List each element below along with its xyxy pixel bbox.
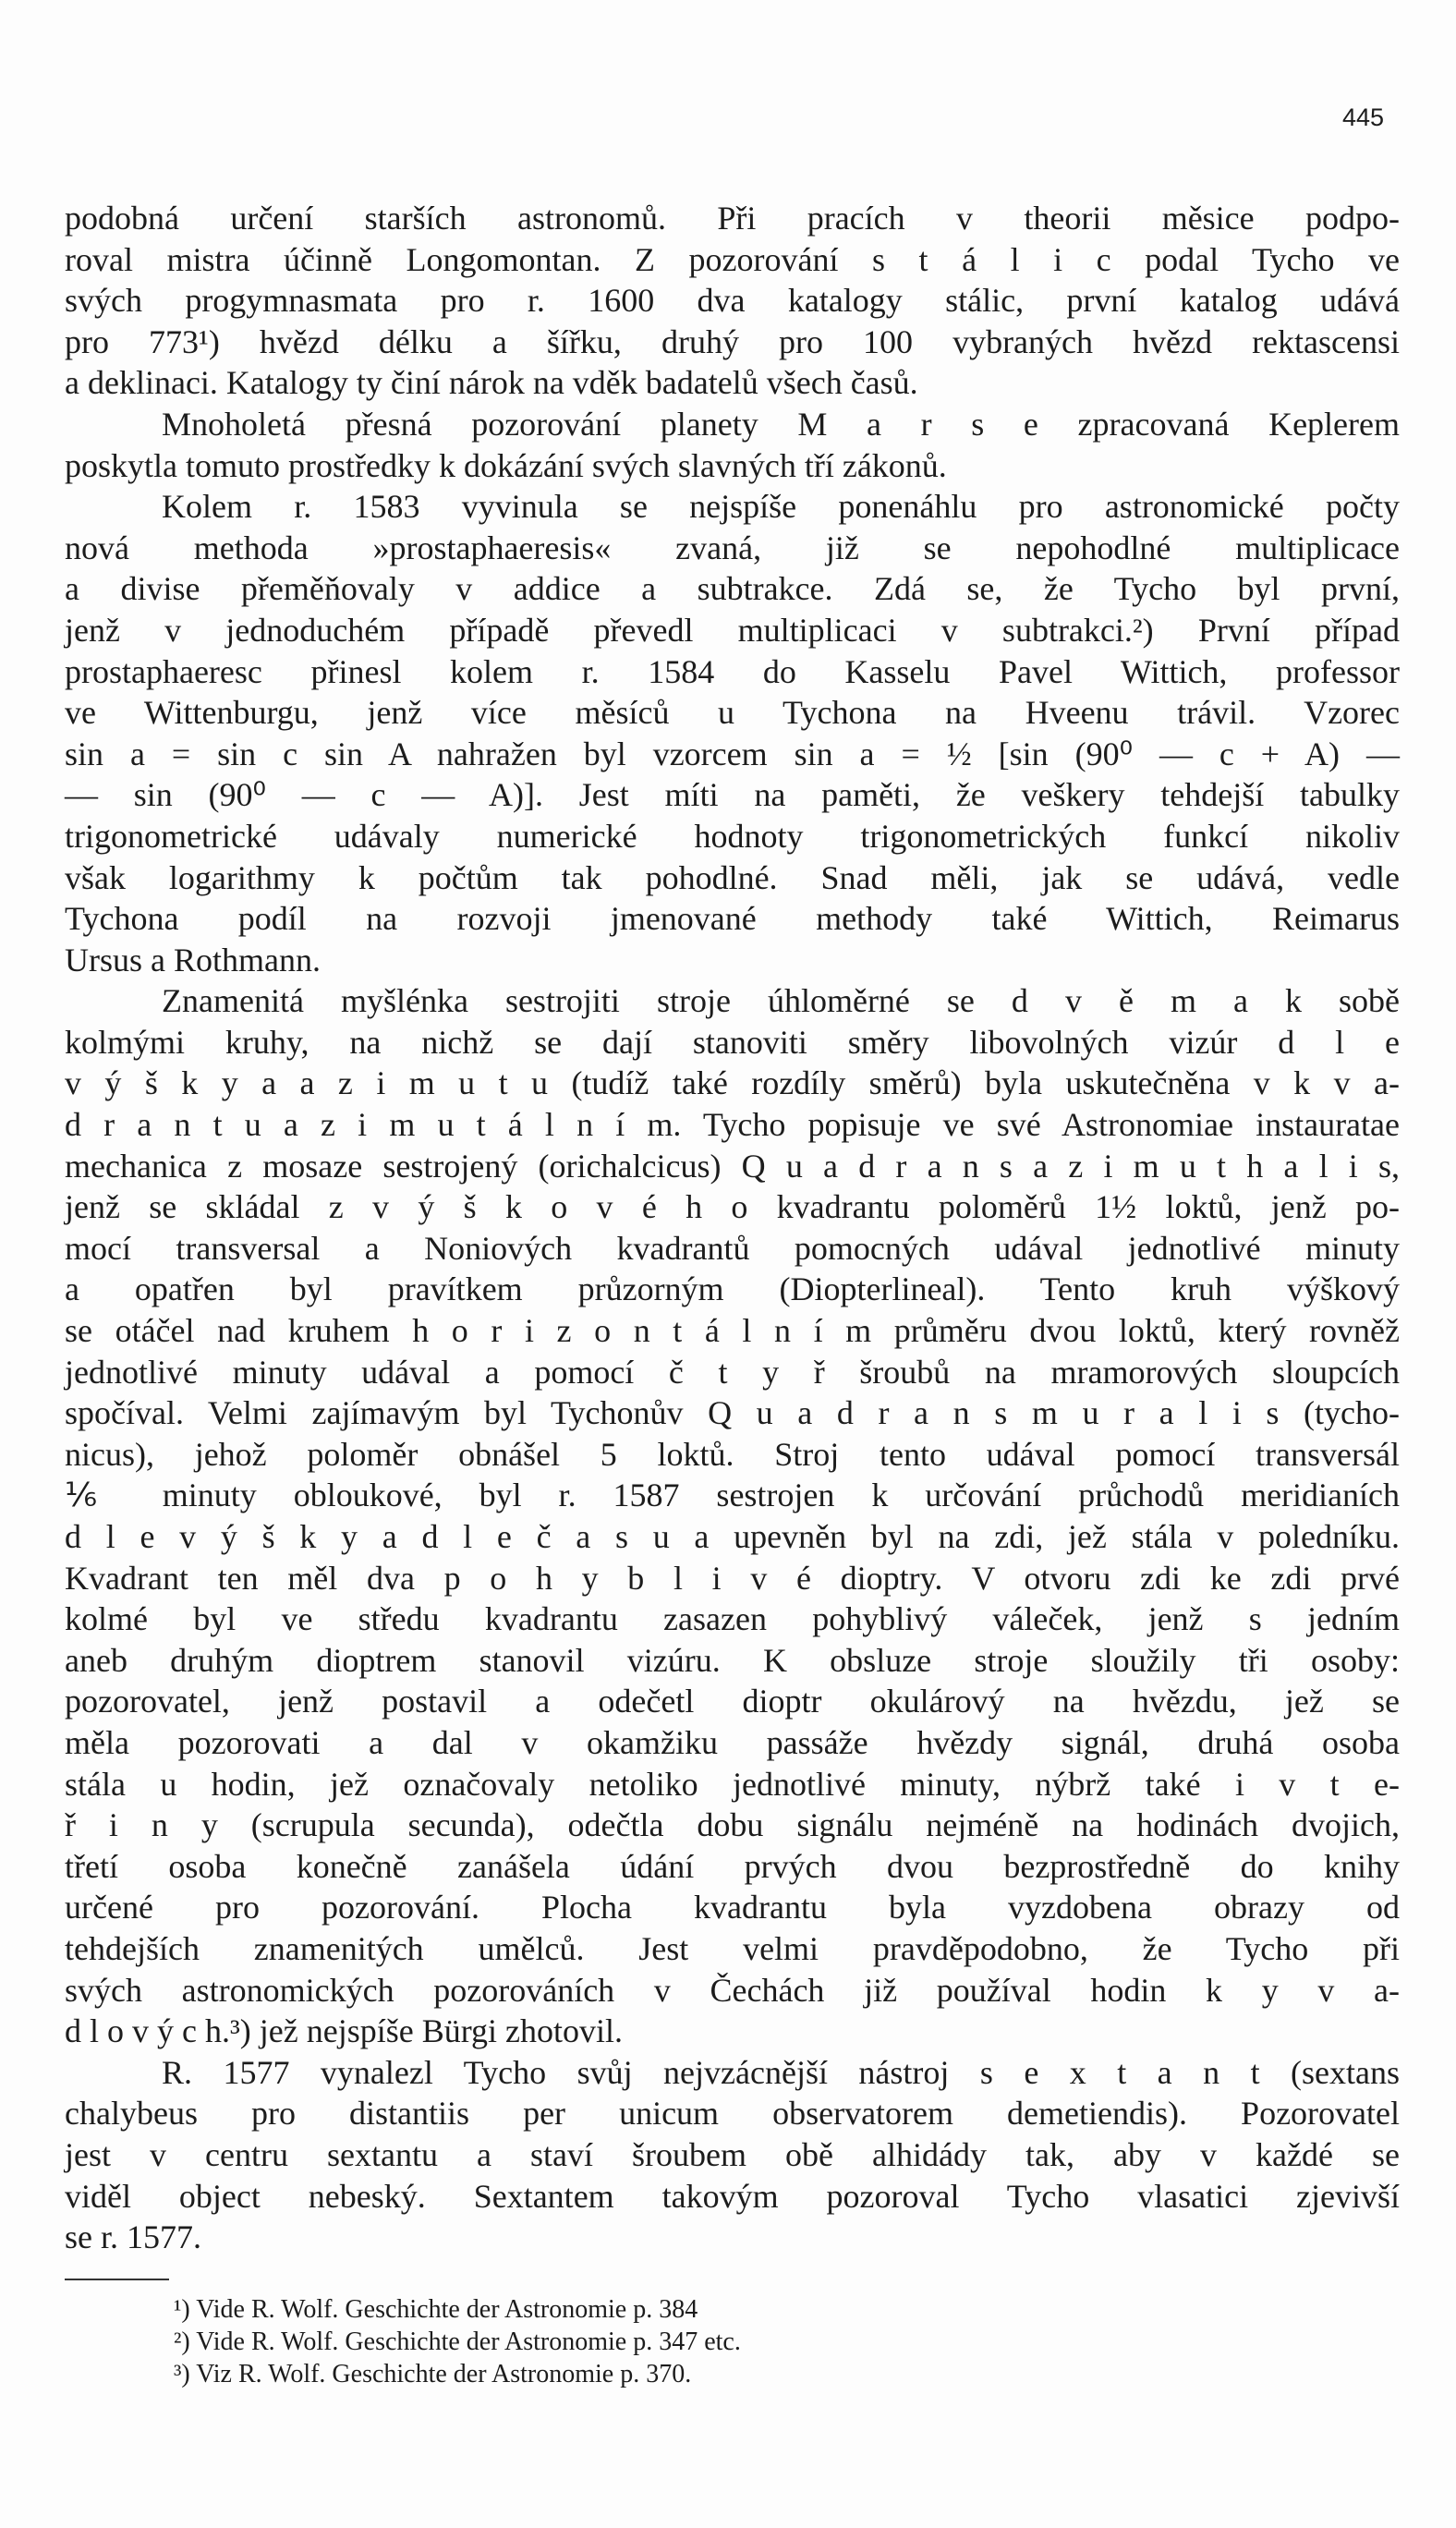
text-line: třetí osoba konečně zanášela údání prvých dvou bezprostředně do knihy: [65, 1847, 1400, 1885]
text-line: ř i n y (scrupula secunda), odečtla dobu signálu nejméně na hodinách dvojich,: [65, 1806, 1400, 1844]
text-line: jenž v jednoduchém případě převedl multiplicaci v subtrakci.²) První případ: [65, 611, 1400, 649]
text-line: však logarithmy k počtům tak pohodlné. Snad měli, jak se udává, vedle: [65, 858, 1400, 896]
text-line: poskytla tomuto prostředky k dokázání svých slavných tří zákonů.: [65, 446, 947, 484]
text-line: svých astronomických pozorováních v Čechách již používal hodin k y v a-: [65, 1971, 1400, 2009]
paragraph: [65, 980, 1400, 2051]
text-line: Kolem r. 1583 vyvinula se nejspíše ponenáhlu pro astronomické počty: [162, 488, 1400, 526]
text-line: a opatřen byl pravítkem průzorným (Diopterlineal). Tento kruh výškový: [65, 1270, 1400, 1308]
footnotes: [174, 2293, 741, 2390]
footnote: ²) Vide R. Wolf. Geschichte der Astronomie p. 347 etc.: [174, 2327, 741, 2356]
text-line: a divise přeměňovaly v addice a subtrakce. Zdá se, že Tycho byl první,: [65, 570, 1400, 608]
paragraph: [65, 404, 1400, 486]
text-line: nová methoda »prostaphaeresis« zvaná, již se nepohodlné multiplicace: [65, 529, 1400, 566]
text-line: a deklinaci. Katalogy ty činí nárok na vděk badatelů všech časů.: [65, 364, 918, 402]
text-line: jednotlivé minuty udával a pomocí č t y ř šroubů na mramorových sloupcích: [65, 1353, 1400, 1391]
text-line: svých progymnasmata pro r. 1600 dva katalogy stálic, první katalog udává: [65, 282, 1400, 320]
text-line: — sin (90⁰ — c — A)]. Jest míti na paměti, že veškery tehdejší tabulky: [65, 776, 1400, 814]
text-line: prostaphaeresc přinesl kolem r. 1584 do Kasselu Pavel Wittich, professor: [65, 652, 1400, 690]
text-line: jest v centru sextantu a staví šroubem obě alhidády tak, aby v každé se: [65, 2135, 1400, 2173]
paragraph: [65, 2052, 1400, 2258]
text-line: stála u hodin, jež označovaly netoliko jednotlivé minuty, nýbrž také i v t e-: [65, 1765, 1400, 1803]
footnote-divider: [65, 2279, 169, 2280]
text-line: kolmými kruhy, na nichž se dají stanoviti směry libovolných vizúr d l e: [65, 1023, 1400, 1061]
text-line: ⅙ minuty obloukové, byl r. 1587 sestrojen k určování průchodů meridianích: [65, 1477, 1400, 1514]
text-line: pro 773¹) hvězd délku a šířku, druhý pro 100 vybraných hvězd rektascensi: [65, 322, 1400, 360]
page-number: 445: [1341, 103, 1384, 131]
text-line: roval mistra účinně Longomontan. Z pozorování s t á l i c podal Tycho ve: [65, 240, 1400, 278]
text-line: d l e v ý š k y a d l e č a s u a upevněn byl na zdi, jež stála v poledníku.: [65, 1518, 1400, 1555]
paragraph: [65, 198, 1400, 404]
text-line: d r a n t u a z i m u t á l n í m. Tycho popisuje ve své Astronomiae instauratae: [65, 1106, 1400, 1144]
text-line: chalybeus pro distantiis per unicum observatorem demetiendis). Pozorovatel: [65, 2095, 1400, 2133]
text-line: mechanica z mosaze sestrojený (orichalcicus) Q u a d r a n s a z i m u t h a l i s,: [65, 1147, 1400, 1185]
paragraph: [65, 486, 1400, 980]
text-line: se otáčel nad kruhem h o r i z o n t á l n í m průměru dvou loktů, který rovněž: [65, 1312, 1400, 1350]
text-line: ve Wittenburgu, jenž více měsíců u Tychona na Hveenu trávil. Vzorec: [65, 694, 1400, 732]
text-line: spočíval. Velmi zajímavým byl Tychonův Q u a d r a n s m u r a l i s (tycho-: [65, 1394, 1400, 1432]
text-line: R. 1577 vynalezl Tycho svůj nejvzácnější nástroj s e x t a n t (sextans: [162, 2053, 1400, 2091]
text-line: podobná určení starších astronomů. Při pracích v theorii měsice podpo-: [65, 200, 1400, 237]
text-line: Kvadrant ten měl dva p o h y b l i v é dioptry. V otvoru zdi ke zdi prvé: [65, 1559, 1400, 1597]
text-line: viděl object nebeský. Sextantem takovým pozoroval Tycho vlasatici zjevivší: [65, 2177, 1400, 2215]
text-line: tehdejších znamenitých umělců. Jest velmi pravděpodobno, že Tycho při: [65, 1929, 1400, 1967]
text-line: měla pozorovati a dal v okamžiku passáže hvězdy signál, druhá osoba: [65, 1723, 1400, 1761]
text-line: jenž se skládal z v ý š k o v é h o kvadrantu poloměrů 1½ loktů, jenž po-: [65, 1188, 1400, 1226]
footnote: ¹) Vide R. Wolf. Geschichte der Astronomie p. 384: [174, 2295, 698, 2324]
text-line: pozorovatel, jenž postavil a odečetl dioptr okulárový na hvězdu, jež se: [65, 1683, 1400, 1720]
body-text: [65, 198, 1400, 2258]
text-line: trigonometrické udávaly numerické hodnoty trigonometrických funkcí nikoliv: [65, 817, 1400, 855]
footnote: ³) Viz R. Wolf. Geschichte der Astronomie p. 370.: [174, 2360, 692, 2388]
text-line: Ursus a Rothmann.: [65, 941, 321, 978]
text-line: Znamenitá myšlénka sestrojiti stroje úhloměrné se d v ě m a k sobě: [162, 982, 1400, 1020]
text-line: mocí transversal a Noniových kvadrantů pomocných udával jednotlivé minuty: [65, 1229, 1400, 1267]
text-line: d l o v ý c h.³) jež nejspíše Bürgi zhotovil.: [65, 2012, 624, 2050]
text-line: kolmé byl ve středu kvadrantu zasazen pohyblivý váleček, jenž s jedním: [65, 1600, 1400, 1638]
text-line: se r. 1577.: [65, 2218, 201, 2256]
text-line: nicus), jehož poloměr obnášel 5 loktů. Stroj tento udával pomocí transversál: [65, 1435, 1400, 1473]
text-line: sin a = sin c sin A nahražen byl vzorcem sin a = ½ [sin (90⁰ — c + A) —: [65, 735, 1400, 772]
text-line: Mnoholetá přesná pozorování planety M a r s e zpracovaná Keplerem: [162, 405, 1400, 443]
text-line: aneb druhým dioptrem stanovil vizúru. K obsluze stroje sloužily tři osoby:: [65, 1641, 1400, 1679]
text-line: v ý š k y a a z i m u t u (tudíž také rozdíly směrů) byla uskutečněna v k v a-: [65, 1064, 1400, 1102]
text-line: určené pro pozorování. Plocha kvadrantu byla vyzdobena obrazy od: [65, 1889, 1400, 1926]
text-line: Tychona podíl na rozvoji jmenované methody také Wittich, Reimarus: [65, 900, 1400, 938]
